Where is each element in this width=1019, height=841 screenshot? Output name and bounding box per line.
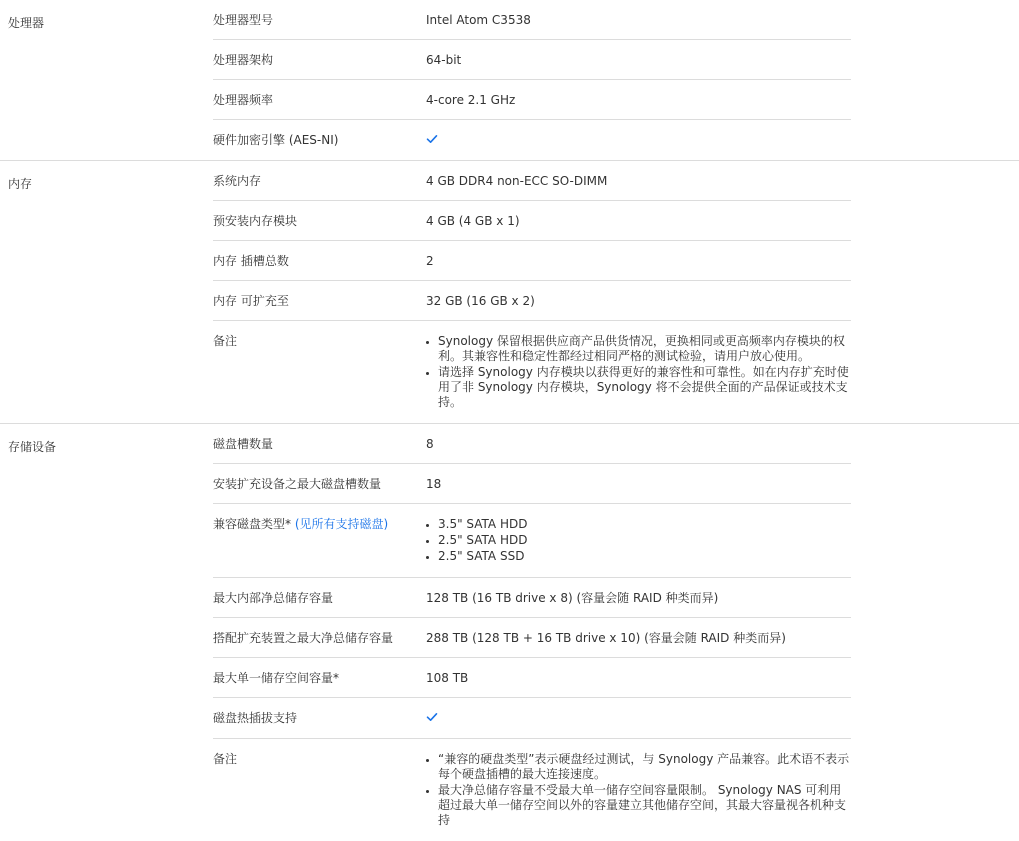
list-item: • “兼容的硬盘类型”表示硬盘经过测试，与 Synology 产品兼容。此术语不表示每个硬盘插槽的最大连接速度。 <box>438 752 851 782</box>
group-rows <box>213 161 851 423</box>
spec-row <box>213 424 851 464</box>
list-item: • 3.5" SATA HDD <box>438 517 851 532</box>
group-title: 内存 <box>8 177 33 191</box>
spec-row <box>213 739 851 841</box>
spec-label <box>213 241 426 280</box>
spec-row <box>213 40 851 80</box>
spec-label <box>213 698 426 738</box>
spec-label-text: 系统内存 <box>213 174 262 188</box>
group-title: 存储设备 <box>8 440 57 454</box>
spec-value <box>426 40 851 79</box>
spec-value <box>426 698 851 738</box>
spec-value-text: 4 GB (4 GB x 1) <box>426 214 520 228</box>
spec-value-text: 2 <box>426 254 434 268</box>
spec-label-text: 磁盘热插拔支持 <box>213 711 298 725</box>
spec-value <box>426 120 851 160</box>
spec-value <box>426 424 851 463</box>
spec-value-list <box>426 334 851 410</box>
spec-label-text: 处理器型号 <box>213 13 274 27</box>
spec-group <box>0 424 1019 841</box>
spec-row <box>213 161 851 201</box>
spec-label <box>213 424 426 463</box>
spec-value <box>426 739 851 841</box>
group-rows <box>213 424 851 841</box>
spec-value <box>426 241 851 280</box>
spec-value-text: 4 GB DDR4 non-ECC SO-DIMM <box>426 174 608 188</box>
spec-value-text: 32 GB (16 GB x 2) <box>426 294 535 308</box>
group-rows <box>213 0 851 160</box>
spec-row <box>213 658 851 698</box>
spec-label-text: 处理器架构 <box>213 53 274 67</box>
list-item: • Synology 保留根据供应商产品供货情况，更换相同或更高频率内存模块的权利。其兼容性和稳定性都经过相同严格的测试检验，请用户放心使用。 <box>438 334 851 364</box>
spec-value <box>426 161 851 200</box>
spec-value <box>426 618 851 657</box>
group-title: 处理器 <box>8 16 45 30</box>
spec-value <box>426 201 851 240</box>
spec-value <box>426 281 851 320</box>
list-item: • 最大净总储存容量不受最大单一储存空间容量限制。 Synology NAS 可利用超过最大单一储存空间以外的容量建立其他储存空间，其最大容量视各机种支持 <box>438 783 851 828</box>
spec-row <box>213 241 851 281</box>
spec-label <box>213 161 426 200</box>
spec-label <box>213 321 426 423</box>
spec-row <box>213 698 851 739</box>
spec-value-text: 18 <box>426 477 442 491</box>
spec-label-text: 最大内部净总储存容量 <box>213 591 334 605</box>
spec-value <box>426 658 851 697</box>
spec-label <box>213 739 426 841</box>
spec-label-text: 预安装内存模块 <box>213 214 298 228</box>
list-item: • 2.5" SATA HDD <box>438 533 851 548</box>
spec-label <box>213 281 426 320</box>
spec-label-text: 磁盘槽数量 <box>213 437 274 451</box>
spec-label <box>213 0 426 39</box>
spec-label <box>213 618 426 657</box>
spec-value-text: 4-core 2.1 GHz <box>426 93 516 107</box>
spec-label <box>213 504 426 577</box>
spec-row <box>213 80 851 120</box>
spec-label <box>213 201 426 240</box>
spec-row <box>213 120 851 160</box>
spec-row <box>213 321 851 423</box>
see-all-drives-link[interactable]: (见所有支持磁盘) <box>294 517 389 531</box>
list-item: • 2.5" SATA SSD <box>438 549 851 564</box>
spec-label-text: 硬件加密引擎 (AES-NI) <box>213 133 339 147</box>
spec-value <box>426 321 851 423</box>
spec-label <box>213 464 426 503</box>
spec-value-text: 128 TB (16 TB drive x 8) (容量会随 RAID 种类而异) <box>426 591 719 605</box>
spec-label <box>213 120 426 160</box>
spec-value-text: 288 TB (128 TB + 16 TB drive x 10) (容量会随 RAID 种类而异) <box>426 631 786 645</box>
spec-label-text: 搭配扩充装置之最大净总储存容量 <box>213 631 394 645</box>
spec-value <box>426 464 851 503</box>
check-icon <box>426 133 438 145</box>
spec-label <box>213 578 426 617</box>
spec-value-text: 64-bit <box>426 53 462 67</box>
spec-label <box>213 40 426 79</box>
spec-label-text: 处理器频率 <box>213 93 274 107</box>
spec-label-text: 备注 <box>213 334 238 348</box>
spec-value <box>426 80 851 119</box>
spec-label <box>213 80 426 119</box>
spec-value <box>426 504 851 577</box>
spec-label-text: 内存 插槽总数 <box>213 254 289 268</box>
spec-label-text: 最大单一储存空间容量* <box>213 671 340 685</box>
spec-label-text: 备注 <box>213 752 238 766</box>
spec-value-text: 8 <box>426 437 434 451</box>
spec-row <box>213 281 851 321</box>
spec-label-text: 安装扩充设备之最大磁盘槽数量 <box>213 477 382 491</box>
spec-row <box>213 618 851 658</box>
spec-row <box>213 504 851 578</box>
spec-value-text: Intel Atom C3538 <box>426 13 531 27</box>
check-icon <box>426 711 438 723</box>
spec-row <box>213 201 851 241</box>
spec-group <box>0 161 1019 424</box>
spec-value-list <box>426 517 851 564</box>
spec-label <box>213 658 426 697</box>
spec-value-list <box>426 752 851 828</box>
spec-label-text: 兼容磁盘类型* <box>213 517 292 531</box>
spec-row <box>213 0 851 40</box>
spec-value <box>426 578 851 617</box>
spec-group <box>0 0 1019 161</box>
spec-row <box>213 464 851 504</box>
spec-label-text: 内存 可扩充至 <box>213 294 289 308</box>
spec-value <box>426 0 851 39</box>
spec-value-text: 108 TB <box>426 671 469 685</box>
spec-row <box>213 578 851 618</box>
list-item: • 请选择 Synology 内存模块以获得更好的兼容性和可靠性。如在内存扩充时使用了非 Synology 内存模块，Synology 将不会提供全面的产品保证或技术支持。 <box>438 365 851 410</box>
